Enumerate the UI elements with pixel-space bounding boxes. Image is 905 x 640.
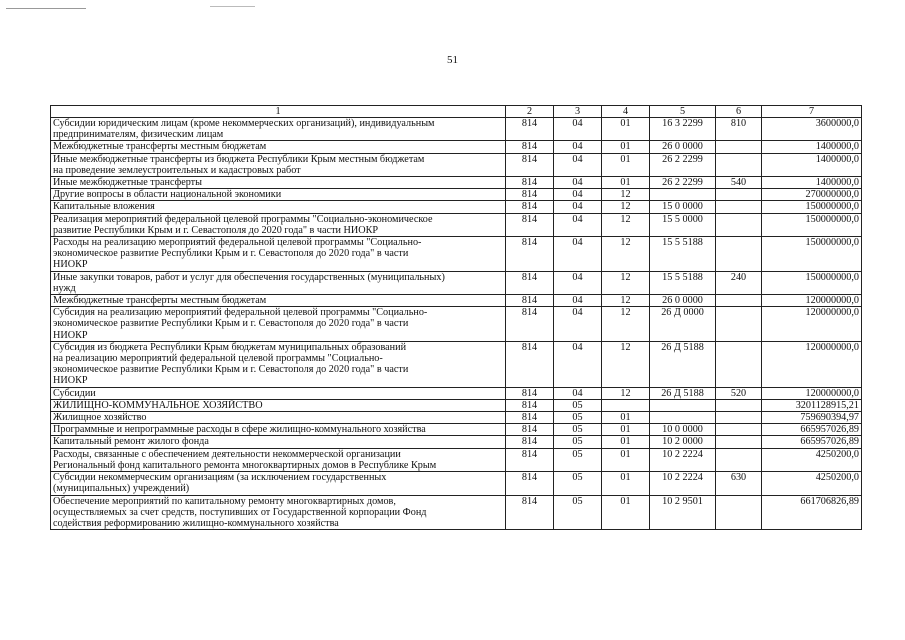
item-name-cell: Субсидии юридическим лицам (кроме некоммерческих организаций), индивидуальным предпринимателям, физическим лицам	[51, 118, 506, 141]
subsection-cell: 01	[602, 141, 650, 153]
target-article-cell: 10 2 9501	[650, 495, 716, 530]
amount-cell: 3600000,0	[762, 118, 862, 141]
table-row	[51, 153, 862, 176]
table-row	[51, 472, 862, 495]
amount-cell: 665957026,89	[762, 436, 862, 448]
expense-type-cell	[716, 213, 762, 236]
target-article-cell: 16 3 2299	[650, 118, 716, 141]
expense-type-cell: 520	[716, 387, 762, 399]
ministry-code-cell: 814	[506, 118, 554, 141]
subsection-cell: 12	[602, 189, 650, 201]
item-name-cell: Субсидия из бюджета Республики Крым бюджетам муниципальных образований на реализацию мероприятий федеральной целевой программы "Социально- экономическое развитие Республики Крым и г. Севастополя до 2020 года" в части НИОКР	[51, 341, 506, 387]
section-cell: 05	[554, 472, 602, 495]
table-row	[51, 141, 862, 153]
amount-cell: 150000000,0	[762, 201, 862, 213]
header-row	[51, 106, 862, 118]
ministry-code-cell: 814	[506, 341, 554, 387]
table-row	[51, 177, 862, 189]
amount-cell: 1400000,0	[762, 153, 862, 176]
column-header: 3	[554, 106, 602, 118]
expense-type-cell: 240	[716, 271, 762, 294]
target-article-cell: 15 5 5188	[650, 271, 716, 294]
target-article-cell	[650, 189, 716, 201]
subsection-cell: 12	[602, 237, 650, 272]
item-name-cell: Иные закупки товаров, работ и услуг для обеспечения государственных (муниципальных) нужд	[51, 271, 506, 294]
page-number: 51	[447, 54, 458, 66]
item-name-cell: Иные межбюджетные трансферты	[51, 177, 506, 189]
table-row	[51, 271, 862, 294]
target-article-cell: 26 0 0000	[650, 141, 716, 153]
subsection-cell	[602, 399, 650, 411]
subsection-cell: 01	[602, 118, 650, 141]
subsection-cell: 01	[602, 153, 650, 176]
amount-cell: 4250200,0	[762, 448, 862, 471]
expense-type-cell	[716, 307, 762, 342]
amount-cell: 120000000,0	[762, 341, 862, 387]
expense-type-cell	[716, 237, 762, 272]
expense-type-cell	[716, 424, 762, 436]
amount-cell: 120000000,0	[762, 387, 862, 399]
item-name-cell: Обеспечение мероприятий по капитальному ремонту многоквартирных домов, осуществляемых за счет средств, поступивших от Государственной корпорации Фонд содействия реформированию жилищно-коммунального хозяйства	[51, 495, 506, 530]
table-row	[51, 295, 862, 307]
section-cell: 05	[554, 424, 602, 436]
table-row	[51, 448, 862, 471]
item-name-cell: Другие вопросы в области национальной экономики	[51, 189, 506, 201]
target-article-cell: 26 0 0000	[650, 295, 716, 307]
expense-type-cell	[716, 399, 762, 411]
amount-cell: 150000000,0	[762, 237, 862, 272]
section-cell: 05	[554, 399, 602, 411]
target-article-cell: 10 2 2224	[650, 448, 716, 471]
ministry-code-cell: 814	[506, 412, 554, 424]
item-name-cell: Субсидии	[51, 387, 506, 399]
section-cell: 04	[554, 341, 602, 387]
scan-artifact-line	[210, 6, 255, 7]
section-cell: 04	[554, 271, 602, 294]
table-row	[51, 201, 862, 213]
ministry-code-cell: 814	[506, 295, 554, 307]
scan-artifact-line	[6, 8, 86, 9]
item-name-cell: Капитальные вложения	[51, 201, 506, 213]
ministry-code-cell: 814	[506, 436, 554, 448]
ministry-code-cell: 814	[506, 495, 554, 530]
amount-cell: 759690394,97	[762, 412, 862, 424]
ministry-code-cell: 814	[506, 177, 554, 189]
section-cell: 04	[554, 387, 602, 399]
amount-cell: 1400000,0	[762, 141, 862, 153]
amount-cell: 3201128915,21	[762, 399, 862, 411]
ministry-code-cell: 814	[506, 237, 554, 272]
item-name-cell: Программные и непрограммные расходы в сфере жилищно-коммунального хозяйства	[51, 424, 506, 436]
subsection-cell: 01	[602, 177, 650, 189]
ministry-code-cell: 814	[506, 399, 554, 411]
column-header: 2	[506, 106, 554, 118]
target-article-cell	[650, 412, 716, 424]
item-name-cell: Межбюджетные трансферты местным бюджетам	[51, 141, 506, 153]
subsection-cell: 01	[602, 495, 650, 530]
subsection-cell: 01	[602, 448, 650, 471]
expense-type-cell: 630	[716, 472, 762, 495]
subsection-cell: 01	[602, 412, 650, 424]
section-cell: 04	[554, 295, 602, 307]
target-article-cell: 26 Д 5188	[650, 387, 716, 399]
table-row	[51, 189, 862, 201]
item-name-cell: Субсидия на реализацию мероприятий федеральной целевой программы "Социально- экономическое развитие Республики Крым и г. Севастополя до 2020 года" в части НИОКР	[51, 307, 506, 342]
table-row	[51, 436, 862, 448]
section-cell: 04	[554, 201, 602, 213]
column-header: 6	[716, 106, 762, 118]
subsection-cell: 12	[602, 201, 650, 213]
table-row	[51, 424, 862, 436]
table-row	[51, 399, 862, 411]
table-row	[51, 118, 862, 141]
section-cell: 05	[554, 495, 602, 530]
amount-cell: 270000000,0	[762, 189, 862, 201]
budget-table	[50, 105, 862, 530]
table-row	[51, 412, 862, 424]
subsection-cell: 01	[602, 424, 650, 436]
expense-type-cell	[716, 412, 762, 424]
section-cell: 04	[554, 153, 602, 176]
expense-type-cell	[716, 341, 762, 387]
amount-cell: 665957026,89	[762, 424, 862, 436]
item-name-cell: Субсидии некоммерческим организациям (за исключением государственных (муниципальных) учреждений)	[51, 472, 506, 495]
target-article-cell: 26 2 2299	[650, 153, 716, 176]
item-name-cell: Расходы, связанные с обеспечением деятельности некоммерческой организации Региональный фонд капитального ремонта многоквартирных домов в Республике Крым	[51, 448, 506, 471]
target-article-cell: 26 Д 0000	[650, 307, 716, 342]
expense-type-cell	[716, 436, 762, 448]
ministry-code-cell: 814	[506, 387, 554, 399]
section-cell: 05	[554, 412, 602, 424]
item-name-cell: Межбюджетные трансферты местным бюджетам	[51, 295, 506, 307]
ministry-code-cell: 814	[506, 213, 554, 236]
ministry-code-cell: 814	[506, 153, 554, 176]
expense-type-cell	[716, 295, 762, 307]
subsection-cell: 12	[602, 271, 650, 294]
section-cell: 04	[554, 118, 602, 141]
expense-type-cell: 540	[716, 177, 762, 189]
item-name-cell: Реализация мероприятий федеральной целевой программы "Социально-экономическое развитие Республики Крым и г. Севастополя до 2020 года" в части НИОКР	[51, 213, 506, 236]
column-header: 7	[762, 106, 862, 118]
subsection-cell: 12	[602, 387, 650, 399]
section-cell: 04	[554, 307, 602, 342]
amount-cell: 150000000,0	[762, 271, 862, 294]
item-name-cell: ЖИЛИЩНО-КОММУНАЛЬНОЕ ХОЗЯЙСТВО	[51, 399, 506, 411]
item-name-cell: Капитальный ремонт жилого фонда	[51, 436, 506, 448]
ministry-code-cell: 814	[506, 189, 554, 201]
column-header: 1	[51, 106, 506, 118]
table-row	[51, 213, 862, 236]
target-article-cell: 15 5 0000	[650, 213, 716, 236]
item-name-cell: Иные межбюджетные трансферты из бюджета Республики Крым местным бюджетам на проведение землеустроительных и кадастровых работ	[51, 153, 506, 176]
section-cell: 05	[554, 436, 602, 448]
amount-cell: 1400000,0	[762, 177, 862, 189]
subsection-cell: 12	[602, 307, 650, 342]
table-row	[51, 387, 862, 399]
section-cell: 04	[554, 141, 602, 153]
section-cell: 04	[554, 189, 602, 201]
amount-cell: 150000000,0	[762, 213, 862, 236]
ministry-code-cell: 814	[506, 141, 554, 153]
expense-type-cell: 810	[716, 118, 762, 141]
section-cell: 04	[554, 177, 602, 189]
target-article-cell: 26 2 2299	[650, 177, 716, 189]
expense-type-cell	[716, 201, 762, 213]
ministry-code-cell: 814	[506, 201, 554, 213]
ministry-code-cell: 814	[506, 271, 554, 294]
target-article-cell: 15 0 0000	[650, 201, 716, 213]
ministry-code-cell: 814	[506, 472, 554, 495]
section-cell: 04	[554, 213, 602, 236]
item-name-cell: Расходы на реализацию мероприятий федеральной целевой программы "Социально- экономическое развитие Республики Крым и г. Севастополя до 2020 года" в части НИОКР	[51, 237, 506, 272]
subsection-cell: 01	[602, 436, 650, 448]
subsection-cell: 01	[602, 472, 650, 495]
target-article-cell: 10 2 2224	[650, 472, 716, 495]
target-article-cell: 10 2 0000	[650, 436, 716, 448]
subsection-cell: 12	[602, 213, 650, 236]
amount-cell: 661706826,89	[762, 495, 862, 530]
item-name-cell: Жилищное хозяйство	[51, 412, 506, 424]
amount-cell: 4250200,0	[762, 472, 862, 495]
ministry-code-cell: 814	[506, 448, 554, 471]
table-row	[51, 307, 862, 342]
table-row	[51, 237, 862, 272]
expense-type-cell	[716, 495, 762, 530]
section-cell: 04	[554, 237, 602, 272]
column-header: 5	[650, 106, 716, 118]
expense-type-cell	[716, 189, 762, 201]
amount-cell: 120000000,0	[762, 295, 862, 307]
ministry-code-cell: 814	[506, 424, 554, 436]
expense-type-cell	[716, 141, 762, 153]
subsection-cell: 12	[602, 295, 650, 307]
target-article-cell: 15 5 5188	[650, 237, 716, 272]
table-row	[51, 341, 862, 387]
subsection-cell: 12	[602, 341, 650, 387]
ministry-code-cell: 814	[506, 307, 554, 342]
amount-cell: 120000000,0	[762, 307, 862, 342]
expense-type-cell	[716, 153, 762, 176]
target-article-cell: 10 0 0000	[650, 424, 716, 436]
column-header: 4	[602, 106, 650, 118]
target-article-cell: 26 Д 5188	[650, 341, 716, 387]
table-row	[51, 495, 862, 530]
section-cell: 05	[554, 448, 602, 471]
target-article-cell	[650, 399, 716, 411]
expense-type-cell	[716, 448, 762, 471]
